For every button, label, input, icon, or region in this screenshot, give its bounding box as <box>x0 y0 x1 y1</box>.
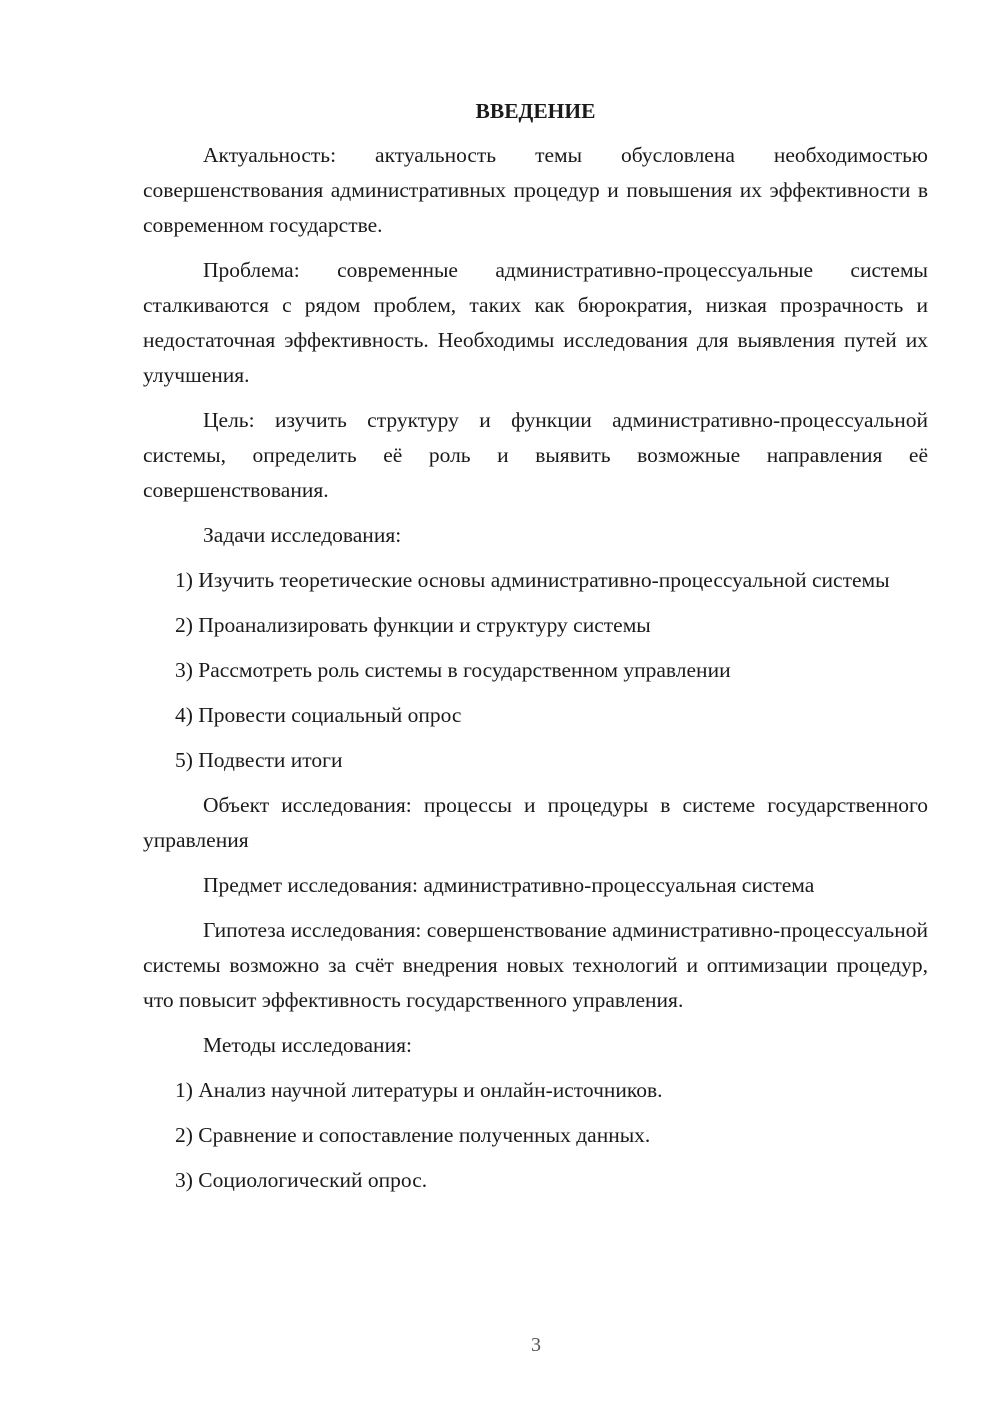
paragraph-goal: Цель: изучить структуру и функции административно-процессуальной системы, определить её роль и выявить возможные направления её совершенствования. <box>143 408 928 502</box>
task-item: 2) Проанализировать функции и структуру системы <box>175 613 651 637</box>
task-item: 1) Изучить теоретические основы административно-процессуальной системы <box>175 568 890 592</box>
method-item: 1) Анализ научной литературы и онлайн-источников. <box>175 1078 663 1102</box>
document-page <box>143 96 928 1208</box>
paragraph-relevance: Актуальность: актуальность темы обусловлена необходимостью совершенствования административных процедур и повышения их эффективности в современном государстве. <box>143 143 928 237</box>
paragraph-hypothesis: Гипотеза исследования: совершенствование административно-процессуальной системы возможно за счёт внедрения новых технологий и оптимизации процедур, что повысит эффективность государственного управления. <box>143 918 928 1012</box>
method-item: 2) Сравнение и сопоставление полученных данных. <box>175 1123 651 1147</box>
task-item: 4) Провести социальный опрос <box>175 703 462 727</box>
document-title: ВВЕДЕНИЕ <box>475 99 596 123</box>
method-item: 3) Социологический опрос. <box>175 1168 428 1192</box>
paragraph-subject: Предмет исследования: административно-процессуальная система <box>203 873 815 897</box>
task-item: 3) Рассмотреть роль системы в государственном управлении <box>175 658 731 682</box>
paragraph-object: Объект исследования: процессы и процедуры в системе государственного управления <box>143 793 928 852</box>
task-item: 5) Подвести итоги <box>175 748 343 772</box>
page-number: 3 <box>531 1334 541 1356</box>
methods-heading: Методы исследования: <box>203 1033 412 1057</box>
tasks-heading: Задачи исследования: <box>203 523 402 547</box>
paragraph-problem: Проблема: современные административно-процессуальные системы сталкиваются с рядом проблем, таких как бюрократия, низкая прозрачность и недостаточная эффективность. Необходимы исследования для выявления путей их улучшения. <box>143 258 928 387</box>
